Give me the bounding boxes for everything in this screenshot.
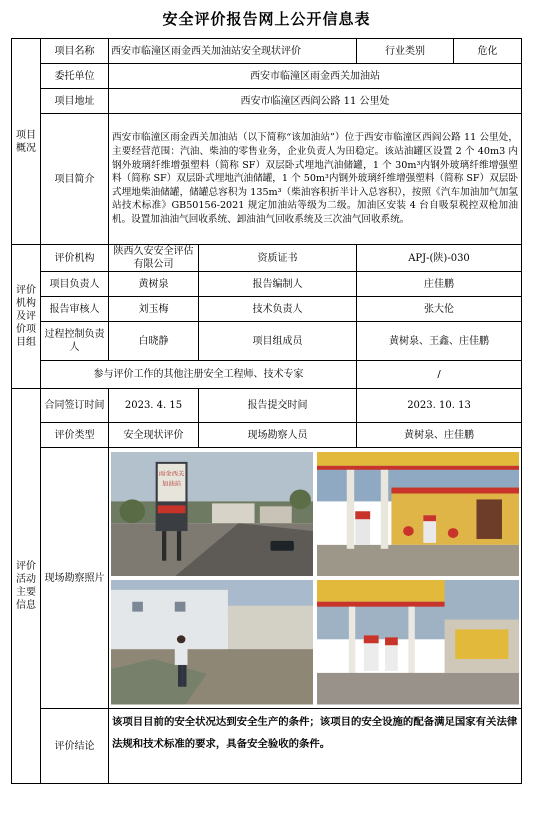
members-value: 黄树泉、王鑫、庄佳鹏 bbox=[357, 322, 522, 361]
industry-value: 危化 bbox=[454, 39, 522, 64]
intro-value: 西安市临潼区雨金西关加油站（以下简称“该加油站”）位于西安市临潼区西阎公路 11 公里处，主要经营范围：汽油、柴油的零售业务，企业负责人为田稳定。该站油罐区设置 2 个 40m3 内钢外玻璃纤维增强塑料（简称 SF）双层卧式埋地汽油储罐，1 个 30m³内钢外玻璃纤维增强塑料（简称 SF）双层卧式埋地汽油储罐，1 个 50m³内钢外玻璃纤维增强塑料（简称 SF）双层卧式埋地柴油储罐，储罐总容积为 135m³（柴油容积折半计入总容积），按照《汽车加油加气加氢站技术标准》GB50156-2021 规定加油站等级为二级。加油区安装 4 台自吸泵税控双枪加油机。设置加油油气回收系统、卸油油气回收系统及三次油气回收系统。 bbox=[109, 114, 522, 245]
section-activity-label: 评价活动主要信息 bbox=[12, 389, 41, 784]
industry-label: 行业类别 bbox=[357, 39, 454, 64]
client-label: 委托单位 bbox=[41, 64, 109, 89]
cert-label: 资质证书 bbox=[199, 245, 357, 272]
site-photo-road-sign bbox=[111, 452, 313, 577]
road-sign-text-1: 雨金西关 bbox=[158, 470, 185, 478]
photo-grid bbox=[111, 452, 519, 705]
submit-value: 2023. 10. 13 bbox=[357, 389, 522, 423]
writer-label: 报告编制人 bbox=[199, 272, 357, 297]
others-label: 参与评价工作的其他注册安全工程师、技术专家 bbox=[41, 361, 357, 389]
info-table bbox=[11, 38, 522, 784]
type-value: 安全现状评价 bbox=[109, 423, 199, 448]
section-project-label: 项目概况 bbox=[12, 39, 41, 245]
process-value: 白晓静 bbox=[109, 322, 199, 361]
project-name-label: 项目名称 bbox=[41, 39, 109, 64]
members-label: 项目组成员 bbox=[199, 322, 357, 361]
tech-value: 张大伦 bbox=[357, 297, 522, 322]
contract-label: 合同签订时间 bbox=[41, 389, 109, 423]
photo-cell bbox=[109, 448, 522, 709]
contract-value: 2023. 4. 15 bbox=[109, 389, 199, 423]
conclusion-value: 该项目目前的安全状况达到安全生产的条件；该项目的安全设施的配备满足国家有关法律法规和技术标准的要求，具备安全验收的条件。 bbox=[109, 709, 522, 784]
page-title: 安全评价报告网上公开信息表 bbox=[162, 10, 371, 28]
project-name-value: 西安市临潼区雨金西关加油站安全现状评价 bbox=[109, 39, 357, 64]
road-sign-text-2: 加油站 bbox=[162, 480, 182, 488]
site-photo-canopy bbox=[317, 452, 519, 577]
cert-value: APJ-(陕)-030 bbox=[357, 245, 522, 272]
tech-label: 技术负责人 bbox=[199, 297, 357, 322]
intro-label: 项目简介 bbox=[41, 114, 109, 245]
submit-label: 报告提交时间 bbox=[199, 389, 357, 423]
writer-value: 庄佳鹏 bbox=[357, 272, 522, 297]
leader-value: 黄树泉 bbox=[109, 272, 199, 297]
survey-label: 现场勘察人员 bbox=[199, 423, 357, 448]
conclusion-label: 评价结论 bbox=[41, 709, 109, 784]
leader-label: 项目负责人 bbox=[41, 272, 109, 297]
reviewer-label: 报告审核人 bbox=[41, 297, 109, 322]
site-photo-tank-area bbox=[111, 580, 313, 705]
site-photo-dispensers bbox=[317, 580, 519, 705]
section-org-label: 评价机构及评价项目组 bbox=[12, 245, 41, 389]
client-value: 西安市临潼区雨金西关加油站 bbox=[109, 64, 522, 89]
address-label: 项目地址 bbox=[41, 89, 109, 114]
reviewer-value: 刘玉梅 bbox=[109, 297, 199, 322]
agency-value: 陕西久安安全评估有限公司 bbox=[109, 245, 199, 272]
address-value: 西安市临潼区西阎公路 11 公里处 bbox=[109, 89, 522, 114]
process-label: 过程控制负责人 bbox=[41, 322, 109, 361]
agency-label: 评价机构 bbox=[41, 245, 109, 272]
survey-value: 黄树泉、庄佳鹏 bbox=[357, 423, 522, 448]
type-label: 评价类型 bbox=[41, 423, 109, 448]
others-value: / bbox=[357, 361, 522, 389]
photo-label: 现场勘察照片 bbox=[41, 448, 109, 709]
